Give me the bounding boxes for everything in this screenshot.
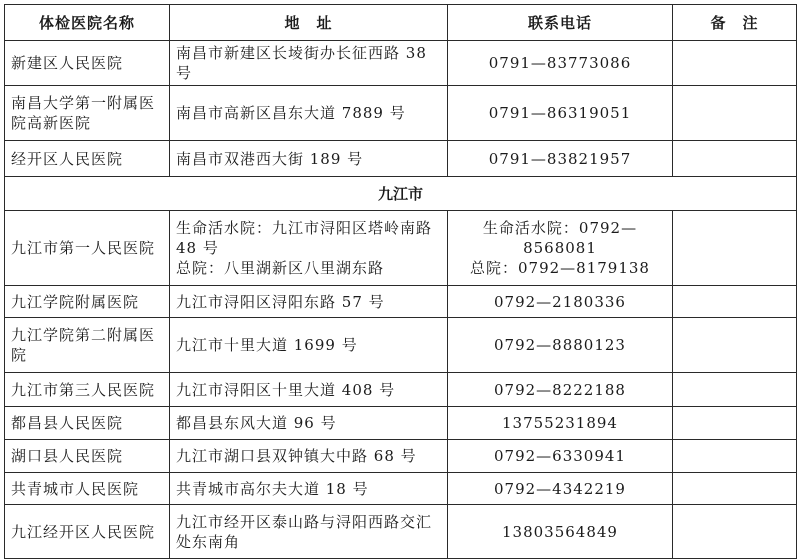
phone-cell: 0792—6330941 bbox=[448, 440, 673, 473]
table-row bbox=[5, 141, 797, 177]
note-cell bbox=[673, 86, 797, 141]
phone-line: 总院：0792—8179138 bbox=[470, 259, 650, 277]
note-cell bbox=[673, 41, 797, 86]
table-row bbox=[5, 41, 797, 86]
phone-cell: 0791—83821957 bbox=[448, 141, 673, 177]
address-cell: 九江市浔阳区浔阳东路 57 号 bbox=[170, 286, 448, 318]
address-cell: 南昌市新建区长堎街办长征西路 38 号 bbox=[170, 41, 448, 86]
note-cell bbox=[673, 286, 797, 318]
hospital-table bbox=[4, 4, 797, 559]
section-row bbox=[5, 177, 797, 211]
address-line: 总院：八里湖新区八里湖东路 bbox=[176, 259, 385, 277]
address-cell: 九江市浔阳区十里大道 408 号 bbox=[170, 373, 448, 407]
table-row bbox=[5, 505, 797, 559]
table-row bbox=[5, 318, 797, 373]
note-cell bbox=[673, 373, 797, 407]
note-cell bbox=[673, 211, 797, 286]
table-row bbox=[5, 286, 797, 318]
address-cell: 都昌县东风大道 96 号 bbox=[170, 407, 448, 440]
phone-cell: 0791—86319051 bbox=[448, 86, 673, 141]
address-cell: 南昌市双港西大街 189 号 bbox=[170, 141, 448, 177]
header-hospital-name: 体检医院名称 bbox=[5, 5, 170, 41]
table-row bbox=[5, 86, 797, 141]
phone-cell: 0792—2180336 bbox=[448, 286, 673, 318]
header-address: 地 址 bbox=[170, 5, 448, 41]
note-cell bbox=[673, 141, 797, 177]
hospital-name-cell: 九江经开区人民医院 bbox=[5, 505, 170, 559]
header-note: 备 注 bbox=[673, 5, 797, 41]
address-cell: 九江市经开区泰山路与浔阳西路交汇处东南角 bbox=[170, 505, 448, 559]
address-cell: 九江市湖口县双钟镇大中路 68 号 bbox=[170, 440, 448, 473]
table-row bbox=[5, 407, 797, 440]
address-cell: 九江市十里大道 1699 号 bbox=[170, 318, 448, 373]
hospital-name-cell: 九江学院附属医院 bbox=[5, 286, 170, 318]
note-cell bbox=[673, 318, 797, 373]
address-cell: 共青城市高尔夫大道 18 号 bbox=[170, 473, 448, 505]
table-row bbox=[5, 211, 797, 286]
phone-cell bbox=[448, 211, 673, 286]
address-line: 生命活水院：九江市浔阳区塔岭南路 48 号 bbox=[176, 219, 433, 257]
note-cell bbox=[673, 505, 797, 559]
header-row bbox=[5, 5, 797, 41]
header-phone: 联系电话 bbox=[448, 5, 673, 41]
phone-cell: 0792—8880123 bbox=[448, 318, 673, 373]
hospital-name-cell: 共青城市人民医院 bbox=[5, 473, 170, 505]
hospital-name-cell: 九江学院第二附属医院 bbox=[5, 318, 170, 373]
hospital-name-cell: 九江市第一人民医院 bbox=[5, 211, 170, 286]
hospital-name-cell: 湖口县人民医院 bbox=[5, 440, 170, 473]
note-cell bbox=[673, 473, 797, 505]
table-row bbox=[5, 473, 797, 505]
phone-cell: 13803564849 bbox=[448, 505, 673, 559]
address-cell bbox=[170, 211, 448, 286]
hospital-name-cell: 经开区人民医院 bbox=[5, 141, 170, 177]
hospital-name-cell: 九江市第三人民医院 bbox=[5, 373, 170, 407]
phone-cell: 0792—4342219 bbox=[448, 473, 673, 505]
table-row bbox=[5, 440, 797, 473]
note-cell bbox=[673, 440, 797, 473]
section-title-jiujiang: 九江市 bbox=[5, 177, 797, 211]
hospital-name-cell: 新建区人民医院 bbox=[5, 41, 170, 86]
phone-cell: 0792—8222188 bbox=[448, 373, 673, 407]
phone-cell: 13755231894 bbox=[448, 407, 673, 440]
hospital-name-cell: 南昌大学第一附属医院高新医院 bbox=[5, 86, 170, 141]
note-cell bbox=[673, 407, 797, 440]
table-row bbox=[5, 373, 797, 407]
phone-cell: 0791—83773086 bbox=[448, 41, 673, 86]
address-cell: 南昌市高新区昌东大道 7889 号 bbox=[170, 86, 448, 141]
phone-line: 生命活水院：0792—8568081 bbox=[482, 219, 638, 257]
hospital-name-cell: 都昌县人民医院 bbox=[5, 407, 170, 440]
